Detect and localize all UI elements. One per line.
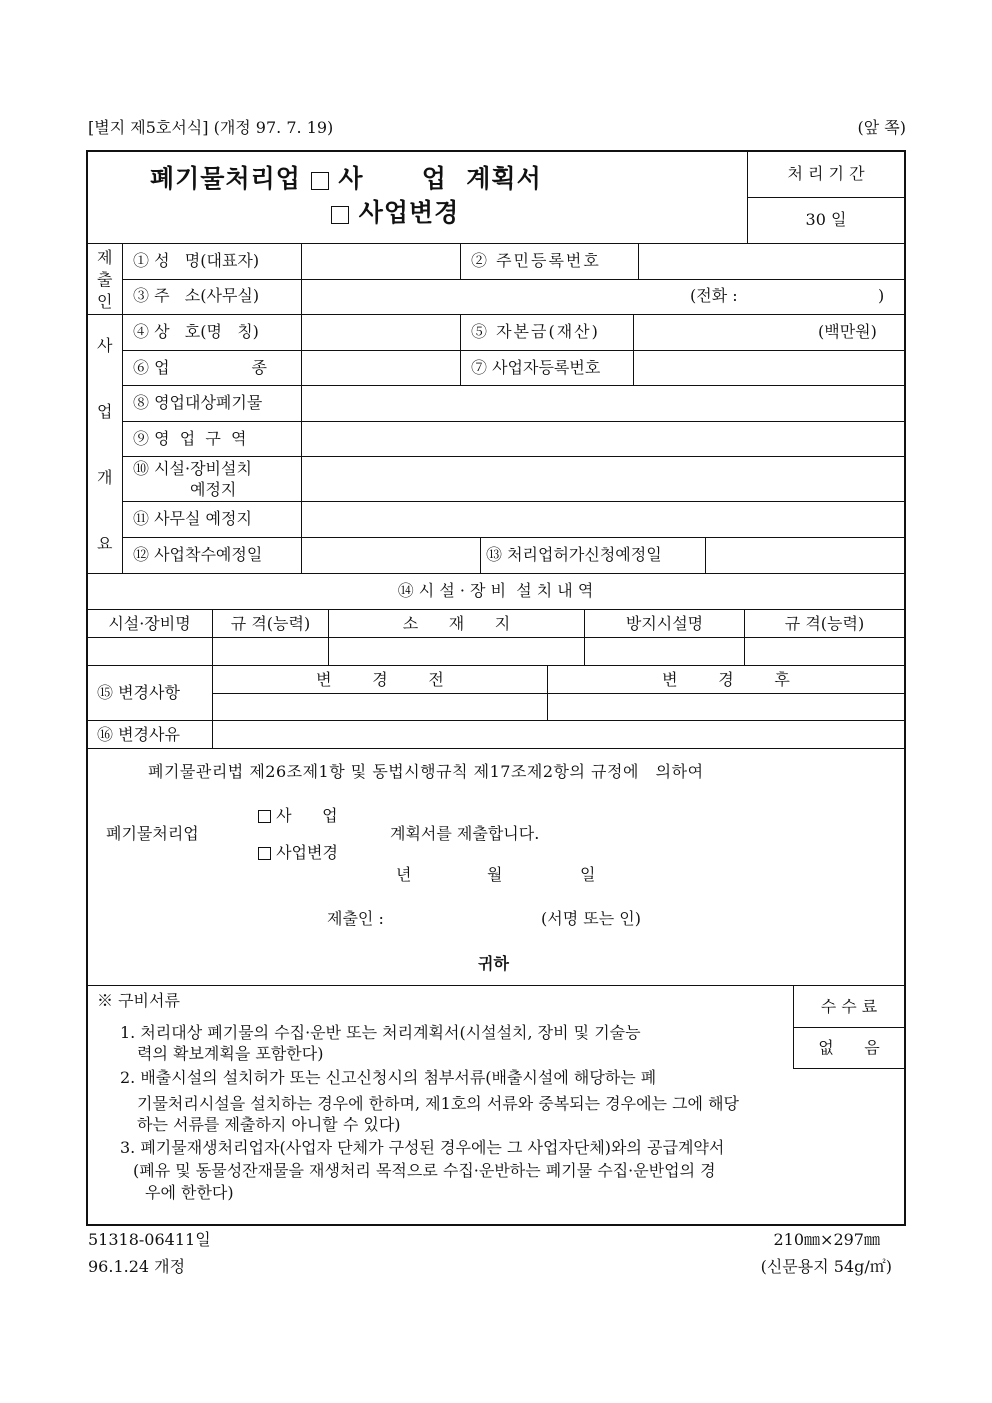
form-title	[150, 166, 542, 191]
industry-field[interactable]	[302, 351, 459, 384]
processing-period-label: 처 리 기 간	[787, 164, 865, 183]
title-checkbox-change[interactable]	[331, 206, 349, 224]
business-group-label-3: 개	[97, 468, 113, 487]
title-option-plan: 사 업 계획서	[338, 164, 542, 193]
document-item-2-line-1: 2. 배출시설의 설치허가 또는 신고신청시의 첨부서류(배출시설에 해당하는 폐	[120, 1068, 657, 1087]
permit-date-label: ⑬ 처리업허가신청예정일	[486, 545, 662, 564]
business-group-label-2: 업	[97, 402, 113, 421]
change-reason-field[interactable]	[213, 721, 903, 747]
form-title-line2	[331, 200, 459, 225]
title-checkbox-plan[interactable]	[311, 172, 329, 190]
rrn-label: ② 주민등록번호	[471, 251, 601, 270]
declaration-option-plan: 사 업	[258, 808, 338, 824]
trade-name-field[interactable]	[302, 315, 459, 349]
capital-unit: (백만원)	[818, 322, 877, 341]
target-waste-field[interactable]	[302, 386, 903, 420]
facility-spec-cell[interactable]	[213, 638, 328, 664]
facility-name-cell[interactable]	[88, 638, 212, 664]
documents-heading: ※ 구비서류	[97, 991, 180, 1010]
facility-site-label: ⑩ 시설·장비설치	[133, 459, 252, 478]
change-after-label: 변 경 후	[662, 670, 790, 689]
date-month-label: 월	[487, 865, 503, 884]
change-after-field[interactable]	[548, 694, 903, 719]
paper-size: 210㎜×297㎜	[773, 1230, 880, 1249]
processing-period-value: 30 일	[805, 210, 847, 229]
applicant-group-label-2: 출	[97, 270, 113, 289]
business-group-label-1: 사	[97, 336, 113, 355]
declaration-option-change: 사업변경	[258, 845, 338, 861]
name-field[interactable]	[302, 244, 459, 278]
change-before-label: 변 경 전	[316, 670, 444, 689]
change-reason-label: ⑯ 변경사유	[97, 725, 180, 744]
date-day-label: 일	[580, 865, 596, 884]
name-label: ① 성 명(대표자)	[133, 251, 260, 270]
prevention-spec-cell[interactable]	[745, 638, 903, 664]
biz-reg-label: ⑦ 사업자등록번호	[471, 358, 601, 377]
phone-label: (전화 :	[690, 286, 738, 305]
document-item-2-line-3: 하는 서류를 제출하지 아니할 수 있다)	[137, 1115, 401, 1134]
prevention-facility-cell[interactable]	[585, 638, 744, 664]
declaration-biz-prefix: 폐기물처리업	[106, 824, 199, 843]
document-item-3-line-1: 3. 폐기물재생처리업자(사업자 단체가 구성된 경우에는 그 사업자단체)와의 공급계약서	[120, 1138, 725, 1157]
document-item-1-line-2: 력의 확보계획을 포함한다)	[137, 1044, 324, 1063]
target-waste-label: ⑧ 영업대상폐기물	[133, 393, 263, 412]
applicant-group-label-1: 제	[97, 248, 113, 267]
industry-label: ⑥ 업 종	[133, 358, 268, 377]
submitter-field[interactable]	[405, 905, 535, 931]
facility-site-field[interactable]	[302, 457, 903, 500]
business-group-label-4: 요	[97, 534, 113, 553]
rrn-field[interactable]	[639, 244, 903, 278]
fee-label: 수 수 료	[820, 997, 878, 1016]
phone-close: )	[878, 286, 885, 305]
declaration-checkbox-plan[interactable]	[258, 810, 271, 823]
fee-value: 없 음	[818, 1038, 880, 1057]
paper-type: (신문용지 54g/㎡)	[760, 1257, 892, 1276]
change-items-label: ⑮ 변경사항	[97, 683, 180, 702]
submitter-label: 제출인 :	[327, 909, 384, 928]
applicant-group-label-3: 인	[97, 292, 113, 311]
office-site-field[interactable]	[302, 502, 903, 536]
legal-basis: 폐기물관리법 제26조제1항 및 동법시행규칙 제17조제2항의 규정에 의하여	[148, 762, 704, 781]
page-side-label: (앞 쪽)	[857, 118, 906, 137]
office-site-label: ⑪ 사무실 예정지	[133, 509, 252, 528]
document-item-3-line-2: (폐유 및 동물성잔재물을 재생처리 목적으로 수집·운반하는 폐기물 수집·운반업의 경	[133, 1161, 716, 1180]
col-location: 소 재 지	[402, 614, 511, 633]
facility-site-label-2: 예정지	[190, 480, 237, 499]
capital-label: ⑤ 자본금(재산)	[471, 322, 600, 341]
facilities-section-title: ⑭ 시 설 · 장 비 설 치 내 역	[397, 581, 594, 600]
revision-date: 96.1.24 개정	[88, 1257, 186, 1276]
col-spec: 규 격(능력)	[230, 614, 311, 633]
col-prevention-facility: 방지시설명	[625, 614, 704, 633]
date-year-label: 년	[396, 865, 412, 884]
trade-name-label: ④ 상 호(명 칭)	[133, 322, 259, 341]
document-item-1-line-1: 1. 처리대상 폐기물의 수집·운반 또는 처리계획서(시설설치, 장비 및 기술능	[120, 1023, 641, 1042]
col-prevention-spec: 규 격(능력)	[784, 614, 865, 633]
capital-field[interactable]	[634, 315, 814, 349]
document-item-3-line-3: 우에 한한다)	[145, 1183, 234, 1202]
start-date-label: ⑫ 사업착수예정일	[133, 545, 263, 564]
declaration-checkbox-change[interactable]	[258, 847, 271, 860]
signature-label: (서명 또는 인)	[541, 909, 641, 928]
title-option-change: 사업변경	[358, 198, 460, 227]
title-prefix: 폐기물처리업	[150, 164, 301, 193]
address-field[interactable]	[302, 280, 682, 313]
area-field[interactable]	[302, 422, 903, 455]
addressee-label: 귀하	[478, 954, 509, 973]
declaration-submit-text: 계획서를 제출합니다.	[390, 824, 540, 843]
area-label: ⑨ 영 업 구 역	[133, 429, 247, 448]
address-label: ③ 주 소(사무실)	[133, 286, 260, 305]
phone-field[interactable]	[760, 280, 870, 313]
document-item-2-line-2: 기물처리시설을 설치하는 경우에 한하며, 제1호의 서류와 중복되는 경우에는 그에 해당	[137, 1094, 739, 1113]
col-facility-name: 시설·장비명	[108, 614, 191, 633]
start-date-field[interactable]	[302, 538, 479, 572]
form-reference: [별지 제5호서식] (개정 97. 7. 19)	[88, 118, 334, 137]
facility-location-cell[interactable]	[329, 638, 584, 664]
change-before-field[interactable]	[213, 694, 547, 719]
form-code: 51318-06411일	[88, 1230, 211, 1249]
permit-date-field[interactable]	[706, 538, 903, 572]
biz-reg-field[interactable]	[634, 351, 903, 384]
